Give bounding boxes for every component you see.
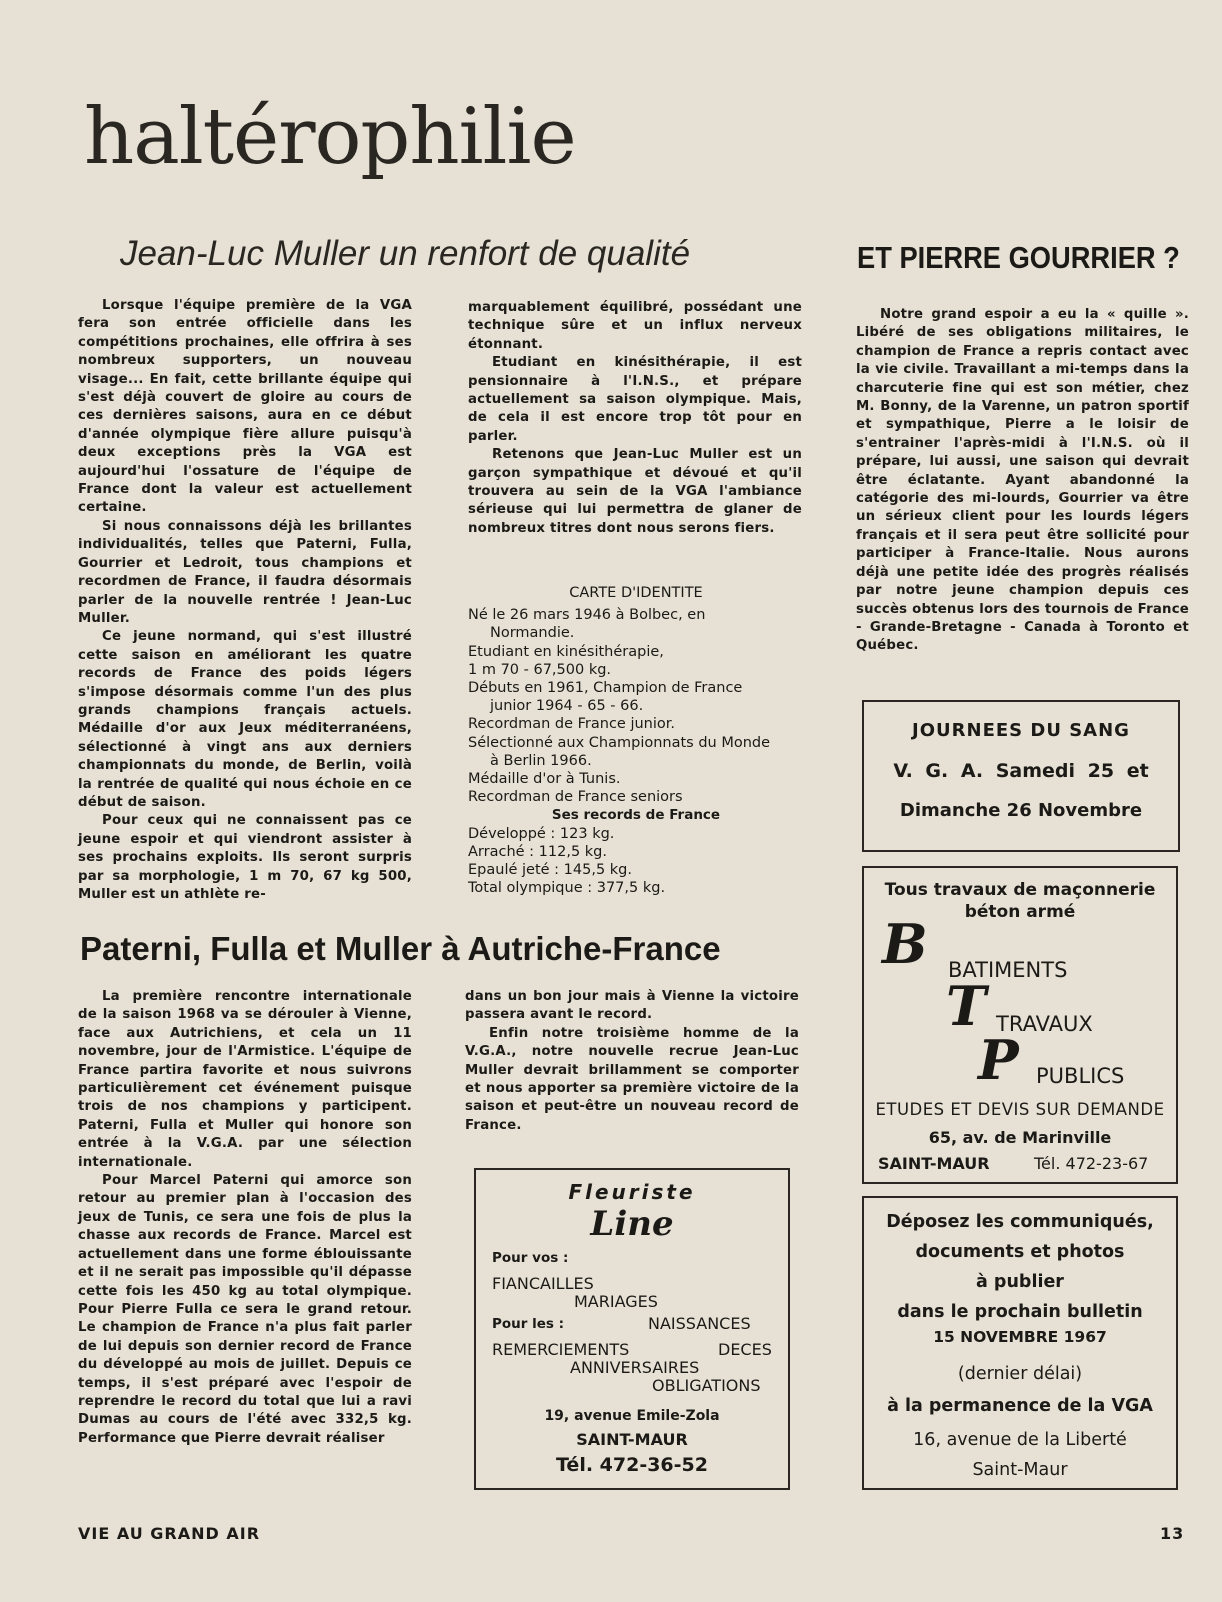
paragraph: Enfin notre troisième homme de la V.G.A., notre nouvelle recrue Jean-Luc Muller devrait brillamment se comporter et nous apporter sa première victoire de la saison et peut-être un nouveau record de France. <box>465 1025 799 1133</box>
paragraph: Pour Marcel Paterni qui amorce son retour au premier plan à l'occasion des jeux de Tunis, ce sera une fois de plus la chasse aux records de France. Marcel est actuellement dans une forme éblouissante et il ne serait pas impossible qu'il dépasse cette fois les 450 kg au total olympique. Pour Pierre Fulla ce sera le grand retour. Le champion de France n'a plus fait parler de lui depuis son dernier record de France du développé au mois de juillet. Depuis ce temps, il s'est préparé avec l'espoir de reprendre le record du total que lui a ravi Dumas au cours de l'été avec 332,5 kg. Performance que Pierre devrait réaliser <box>78 1173 412 1446</box>
ad-fleuriste-item: MARIAGES <box>574 1292 658 1311</box>
ad-line: documents et photos <box>915 1242 1125 1262</box>
article-headline-gourrier: ET PIERRE GOURRIER ? <box>857 240 1180 275</box>
ad-line: Dimanche 26 Novembre <box>899 800 1143 821</box>
ad-fleuriste-item: DECES <box>718 1340 772 1359</box>
ad-btp-tagline: ETUDES ET DEVIS SUR DEMANDE <box>875 1100 1165 1119</box>
ad-btp-subtitle: béton armé <box>964 902 1076 922</box>
article-gourrier-text <box>856 306 1189 656</box>
footer-magazine-name: VIE AU GRAND AIR <box>78 1524 261 1543</box>
record-line: Arraché : 112,5 kg. <box>468 843 607 860</box>
ad-line: dans le prochain bulletin <box>897 1302 1143 1322</box>
section-title: haltérophilie <box>84 92 576 182</box>
ad-btp-address: 65, av. de Marinville <box>928 1128 1112 1147</box>
ad-fleuriste-item: OBLIGATIONS <box>652 1376 761 1395</box>
ad-fleuriste-label: Pour vos : <box>492 1250 569 1266</box>
ad-line: V. G. A. Samedi 25 et <box>893 760 1149 782</box>
ad-line: 16, avenue de la Liberté <box>913 1430 1127 1450</box>
article-headline-autriche: Paterni, Fulla et Muller à Autriche-France <box>80 930 721 967</box>
record-line: Total olympique : 377,5 kg. <box>468 880 666 897</box>
ad-fleuriste-label: Pour les : <box>492 1316 565 1332</box>
ad-communiques <box>862 1196 1178 1490</box>
article-autriche-column-1 <box>78 988 412 1448</box>
paragraph: Ce jeune normand, qui s'est illustré cette saison en améliorant les quatre records de France des poids légers s'impose désormais comme l'un des plus grands champions français actuels. Médaille d'or aux Jeux méditerranéens, sélectionné à vingt ans aux derniers championnats du monde, de Berlin, voilà la rentrée de qualité qui nous échoie en ce début de saison. <box>78 629 412 810</box>
ad-btp-word: TRAVAUX <box>996 1012 1093 1036</box>
logo-letter-b: B <box>882 912 928 976</box>
ad-fleuriste-title: Fleuriste <box>568 1180 696 1204</box>
paragraph: Si nous connaissons déjà les brillantes individualités, telles que Paterni, Fulla, Gourrier et Ledroit, tous champions et recordmen de France, il faudra désormais parler de la nouvelle rentrée ! Jean-Luc Muller. <box>78 518 412 626</box>
ad-btp-word: PUBLICS <box>1036 1064 1125 1088</box>
ad-line: Déposez les communiqués, <box>886 1212 1154 1232</box>
paragraph: Lorsque l'équipe première de la VGA fera son entrée officielle dans les compétitions prochaines, elle offrira à ses nombreux supporters, un nouveau visage... En fait, cette brillante équipe qui s'est déjà couvert de gloire au cours de ces dernières saisons, aura en ce début d'année olympique fière allure puisqu'à deux exceptions près la VGA est aujourd'hui l'ossature de l'équipe de France dont la valeur est actuellement certaine. <box>78 298 412 516</box>
paragraph: dans un bon jour mais à Vienne la victoire passera avant le record. <box>465 989 799 1023</box>
ad-fleuriste-name: Line <box>590 1204 674 1244</box>
ad-btp <box>862 866 1178 1184</box>
identity-line: Recordman de France junior. <box>468 716 676 733</box>
article-autriche-column-2 <box>465 988 799 1135</box>
identity-line: à Berlin 1966. <box>490 752 592 769</box>
ad-line: (dernier délai) <box>957 1364 1083 1384</box>
identity-card <box>468 584 804 897</box>
footer-page-number: 13 <box>1160 1524 1185 1543</box>
ad-line: à publier <box>976 1272 1064 1292</box>
paragraph: Pour ceux qui ne connaissent pas ce jeune espoir et qui viendront assister à ses prochains exploits. Ils seront surpris par sa morphologie, 1 m 70, 67 kg 500, Muller est un athlète re- <box>78 813 412 902</box>
ad-fleuriste-item: FIANCAILLES <box>492 1274 594 1293</box>
identity-line: Débuts en 1961, Champion de France <box>468 680 743 697</box>
ad-fleuriste <box>474 1168 790 1490</box>
record-line: Développé : 123 kg. <box>468 825 615 842</box>
identity-line: Né le 26 mars 1946 à Bolbec, en <box>468 607 706 624</box>
article-muller-column-2 <box>468 299 802 538</box>
ad-line: JOURNEES DU SANG <box>912 720 1130 741</box>
logo-letter-t: T <box>946 974 987 1038</box>
identity-line: Recordman de France seniors <box>468 789 683 806</box>
article-muller-column-1 <box>78 297 412 904</box>
identity-line: Normandie. <box>490 625 575 642</box>
paragraph: marquablement équilibré, possédant une technique sûre et un influx nerveux étonnant. <box>468 300 802 352</box>
identity-line: junior 1964 - 65 - 66. <box>490 698 644 715</box>
ad-fleuriste-city: SAINT-MAUR <box>576 1430 688 1449</box>
record-line: Epaulé jeté : 145,5 kg. <box>468 862 632 879</box>
identity-line: 1 m 70 - 67,500 kg. <box>468 661 612 678</box>
ad-line: 15 NOVEMBRE 1967 <box>933 1328 1107 1346</box>
ad-journees-du-sang <box>862 700 1180 852</box>
ad-btp-phone: Tél. 472-23-67 <box>1034 1154 1149 1173</box>
ad-line: à la permanence de la VGA <box>887 1396 1153 1416</box>
ad-btp-word: BATIMENTS <box>948 958 1068 982</box>
identity-card-title: CARTE D'IDENTITE <box>569 585 703 601</box>
ad-fleuriste-item: REMERCIEMENTS <box>492 1340 630 1359</box>
paragraph: Notre grand espoir a eu la « quille ». Libéré de ses obligations militaires, le champion de France a repris contact avec la vie civile. Travaillant a mi-temps dans la charcuterie fine qui est son métier, chez M. Bonny, de la Varenne, un patron sportif et sympathique, Pierre a le loisir de s'entrainer l'après-midi à l'I.N.S. où il prépare, lui aussi, une saison qui devrait être éclatante. Ayant abandonné la catégorie des mi-lourds, Gourrier va être un sérieux client pour les lourds légers français et il sera peut être sollicité pour participer à France-Italie. Nous aurons déjà une petite idée des progrès réalisés par notre jeune champion depuis ces succès obtenus lors des tournois de France - Grande-Bretagne - Canada à Toronto et Québec. <box>856 307 1189 654</box>
ad-fleuriste-address: 19, avenue Emile-Zola <box>544 1408 720 1424</box>
identity-line: Sélectionné aux Championnats du Monde <box>468 734 771 751</box>
identity-line: Médaille d'or à Tunis. <box>468 771 621 788</box>
ad-fleuriste-phone: Tél. 472-36-52 <box>556 1454 708 1476</box>
ad-btp-title: Tous travaux de maçonnerie <box>884 880 1156 900</box>
article-headline-muller: Jean-Luc Muller un renfort de qualité <box>120 234 691 273</box>
logo-letter-p: P <box>978 1028 1019 1092</box>
paragraph: Etudiant en kinésithérapie, il est pensionnaire à l'I.N.S., et prépare actuellement sa saison olympique. Mais, de cela il est encore trop tôt pour en parler. <box>468 355 802 444</box>
ad-fleuriste-item: ANNIVERSAIRES <box>570 1358 700 1377</box>
records-title: Ses records de France <box>551 807 721 824</box>
paragraph: Retenons que Jean-Luc Muller est un garçon sympathique et dévoué et qu'il trouvera au sein de la VGA l'ambiance sérieuse qui lui permettra de glaner de nombreux titres dont nous serons fiers. <box>468 447 802 536</box>
paragraph: La première rencontre internationale de la saison 1968 va se dérouler à Vienne, face aux Autrichiens, et cela un 11 novembre, jour de l'Armistice. L'équipe de France partira favorite et nous suivrons particulièrement cet événement puisque trois de nos champions y participent. Paterni, Fulla et Muller qui honore son entrée à la V.G.A. par une sélection internationale. <box>78 989 412 1170</box>
ad-line: Saint-Maur <box>972 1460 1068 1480</box>
ad-btp-city: SAINT-MAUR <box>878 1154 990 1173</box>
identity-line: Etudiant en kinésithérapie, <box>468 643 664 660</box>
ad-fleuriste-item: NAISSANCES <box>648 1314 751 1333</box>
